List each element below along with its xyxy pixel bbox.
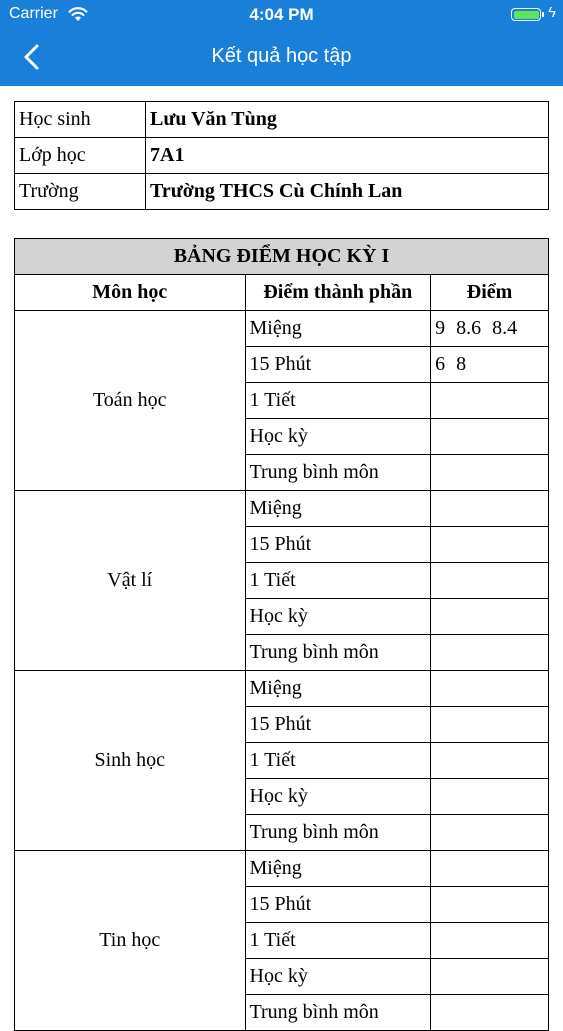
component-label: Học kỳ: [245, 959, 431, 995]
score-cell: [431, 491, 549, 527]
component-label: 1 Tiết: [245, 743, 431, 779]
subject-name: Tin học: [15, 851, 246, 1031]
score-cell: [431, 455, 549, 491]
score-cell: [431, 563, 549, 599]
header-component: Điểm thành phần: [245, 275, 431, 311]
subject-name: Toán học: [15, 311, 246, 491]
info-label: Trường: [15, 174, 146, 210]
score-cell: [431, 383, 549, 419]
score-cell: [431, 815, 549, 851]
subject-name: Vật lí: [15, 491, 246, 671]
info-value: 7A1: [146, 138, 549, 174]
info-row: [15, 174, 549, 210]
grades-caption-row: [15, 239, 549, 275]
header-score: Điểm: [431, 275, 549, 311]
component-label: 15 Phút: [245, 707, 431, 743]
charging-icon: ϟ: [548, 4, 556, 21]
score-cell: [431, 959, 549, 995]
info-row: [15, 138, 549, 174]
score-cell: [431, 419, 549, 455]
component-label: Trung bình môn: [245, 635, 431, 671]
grade-row: [15, 851, 549, 887]
battery-tip: [542, 12, 544, 17]
score-cell: [431, 743, 549, 779]
score-cell: 6 8: [431, 347, 549, 383]
component-label: 15 Phút: [245, 347, 431, 383]
component-label: Miệng: [245, 671, 431, 707]
score-cell: [431, 923, 549, 959]
score-cell: 9 8.6 8.4: [431, 311, 549, 347]
component-label: Học kỳ: [245, 419, 431, 455]
component-label: 1 Tiết: [245, 923, 431, 959]
info-label: Lớp học: [15, 138, 146, 174]
info-value: Trường THCS Cù Chính Lan: [146, 174, 549, 210]
navigation-bar: [0, 30, 563, 86]
component-label: Học kỳ: [245, 599, 431, 635]
clock: 4:04 PM: [249, 5, 314, 24]
info-label: Học sinh: [15, 102, 146, 138]
score-cell: [431, 527, 549, 563]
score-cell: [431, 635, 549, 671]
component-label: Miệng: [245, 311, 431, 347]
page-title: Kết quả học tập: [211, 45, 352, 67]
component-label: 15 Phút: [245, 527, 431, 563]
component-label: 1 Tiết: [245, 563, 431, 599]
component-label: Miệng: [245, 851, 431, 887]
score-cell: [431, 707, 549, 743]
status-bar: [0, 0, 563, 30]
component-label: Trung bình môn: [245, 995, 431, 1031]
score-cell: [431, 599, 549, 635]
score-cell: [431, 851, 549, 887]
info-row: [15, 102, 549, 138]
carrier-label: Carrier: [9, 5, 58, 22]
score-cell: [431, 779, 549, 815]
subject-name: Sinh học: [15, 671, 246, 851]
grades-header-row: [15, 275, 549, 311]
component-label: Miệng: [245, 491, 431, 527]
grade-row: [15, 311, 549, 347]
component-label: Học kỳ: [245, 779, 431, 815]
student-info-table: [14, 101, 549, 210]
component-label: Trung bình môn: [245, 455, 431, 491]
grades-caption: BẢNG ĐIỂM HỌC KỲ I: [15, 239, 549, 275]
info-value: Lưu Văn Tùng: [146, 102, 549, 138]
component-label: Trung bình môn: [245, 815, 431, 851]
battery-icon: [511, 8, 541, 21]
score-cell: [431, 887, 549, 923]
grade-row: [15, 671, 549, 707]
header-subject: Môn học: [15, 275, 246, 311]
grade-row: [15, 491, 549, 527]
score-cell: [431, 671, 549, 707]
component-label: 1 Tiết: [245, 383, 431, 419]
grades-table: [14, 238, 549, 1031]
component-label: 15 Phút: [245, 887, 431, 923]
